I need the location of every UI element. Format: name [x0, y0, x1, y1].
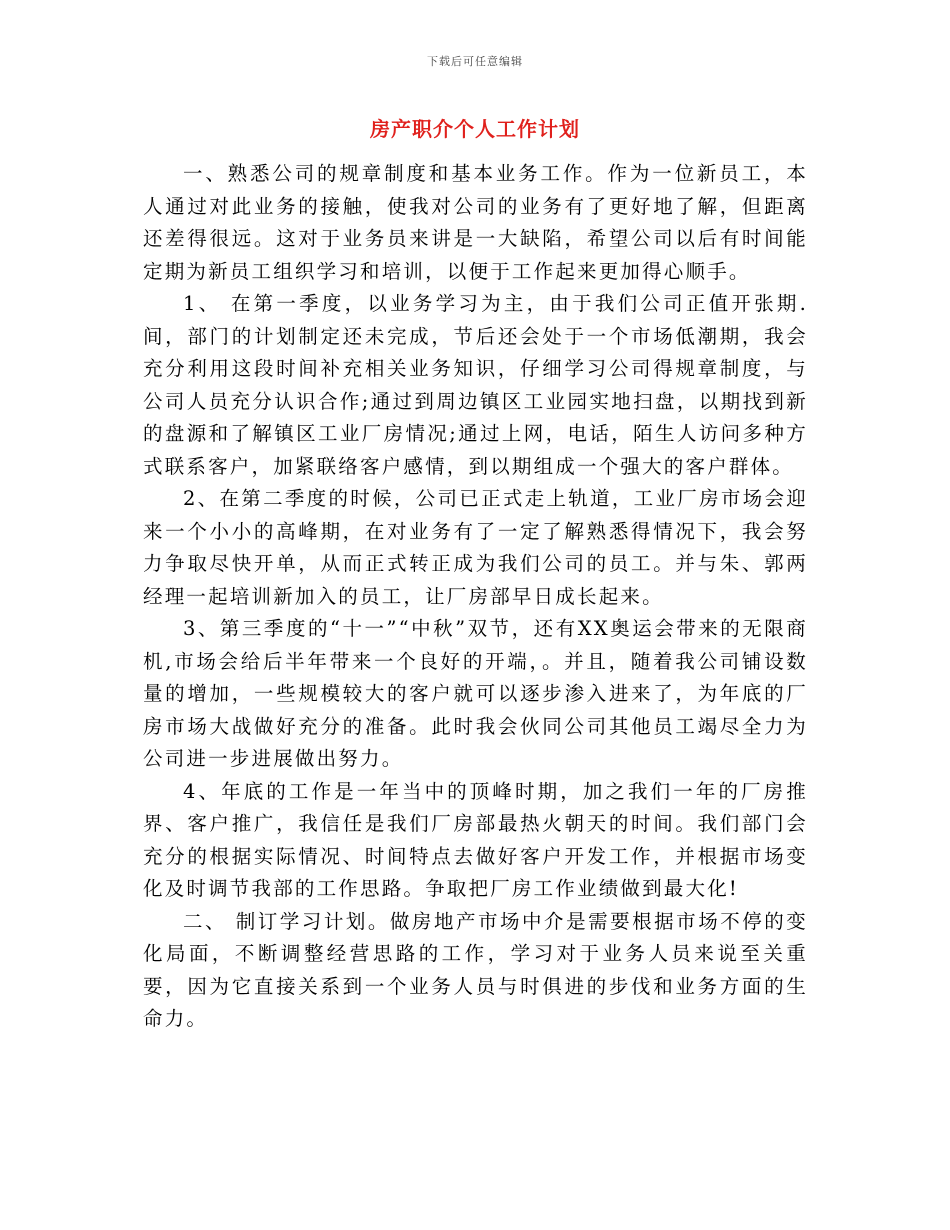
document-title: 房产职介个人工作计划 — [370, 117, 580, 141]
header-note: 下载后可任意编辑 — [427, 55, 523, 68]
paragraph-section-1: 一、熟悉公司的规章制度和基本业务工作。作为一位新员工，本人通过对此业务的接触，使我对公司的业务有了更好地了解，但距离还差得很远。这对于业务员来讲是一大缺陷，希望公司以后有时间能定期为新员工组织学习和培训，以便于工作起来更加得心顺手。 — [143, 162, 808, 283]
paragraph-section-2: 二、 制订学习计划。做房地产市场中介是需要根据市场不停的变化局面，不断调整经营思路的工作，学习对于业务人员来说至关重要，因为它直接关系到一个业务人员与时俱进的步伐和业务方面的生命力。 — [143, 909, 808, 1030]
paragraph-q3: 3、第三季度的“十一”“中秋”双节，还有XX奥运会带来的无限商机,市场会给后半年带来一个良好的开端，。并且，随着我公司铺设数量的增加，一些规模较大的客户就可以逐步渗入进来了，为年底的厂房市场大战做好充分的准备。此时我会伙同公司其他员工竭尽全力为公司进一步进展做出努力。 — [143, 617, 808, 770]
paragraph-q2: 2、在第二季度的时候，公司已正式走上轨道，工业厂房市场会迎来一个小小的高峰期，在对业务有了一定了解熟悉得情况下，我会努力争取尽快开单，从而正式转正成为我们公司的员工。并与朱、郭两经理一起培训新加入的员工，让厂房部早日成长起来。 — [143, 487, 808, 608]
document-body — [143, 158, 808, 1036]
paragraph-q1: 1、 在第一季度，以业务学习为主，由于我们公司正值开张期.间，部门的计划制定还未完成，节后还会处于一个市场低潮期，我会充分利用这段时间补充相关业务知识，仔细学习公司得规章制度，与公司人员充分认识合作;通过到周边镇区工业园实地扫盘，以期找到新的盘源和了解镇区工业厂房情况;通过上网，电话，陌生人访问多种方式联系客户，加紧联络客户感情，到以期组成一个强大的客户群体。 — [143, 292, 808, 478]
paragraph-q4: 4、年底的工作是一年当中的顶峰时期，加之我们一年的厂房推界、客户推广，我信任是我们厂房部最热火朝天的时间。我们部门会充分的根据实际情况、时间特点去做好客户开发工作，并根据市场变化及时调节我部的工作思路。争取把厂房工作业绩做到最大化! — [143, 779, 808, 900]
